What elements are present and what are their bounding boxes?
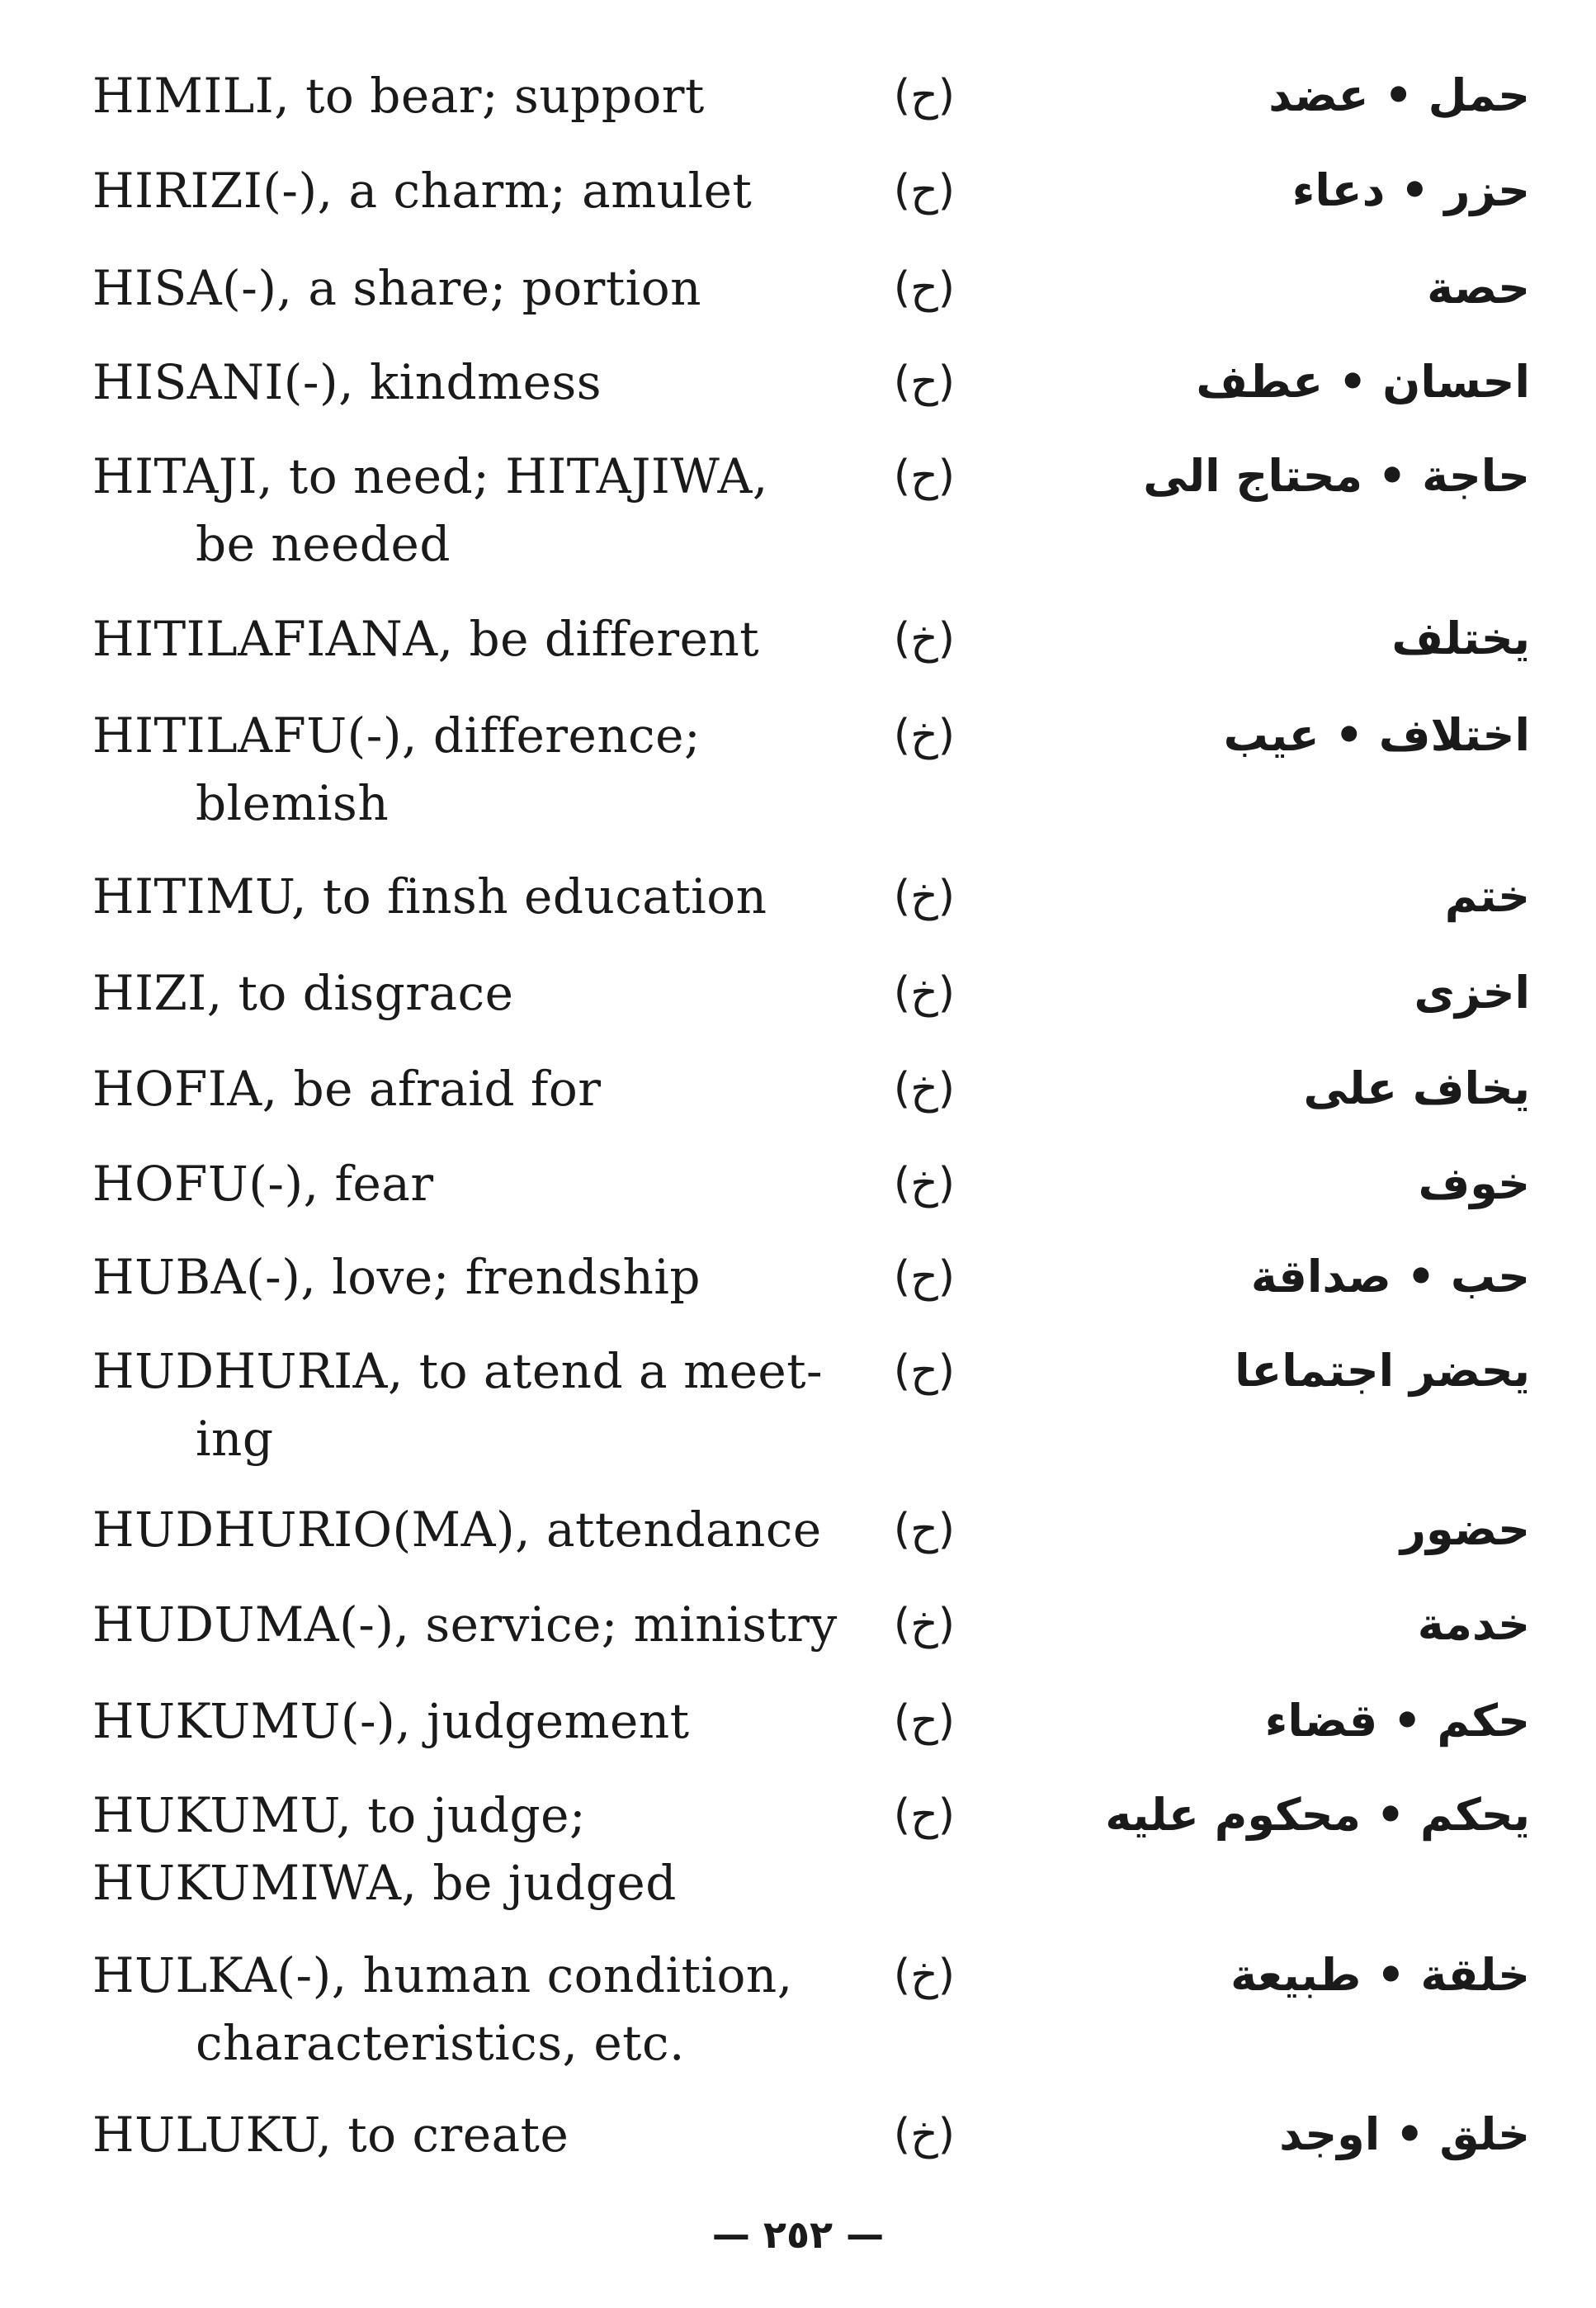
definition-line: HIMILI, to bear; support: [92, 68, 705, 124]
definition-line: HOFU(-), fear: [92, 1156, 434, 1212]
english-definition: [92, 1687, 860, 1755]
english-definition: [92, 254, 860, 322]
arabic-translation: حزر • دعاء: [1291, 164, 1530, 216]
origin-mark: (خ): [893, 1064, 956, 1114]
english-definition: [92, 1150, 860, 1218]
arabic-translation: ختم: [1444, 870, 1530, 922]
english-definition: [92, 348, 860, 416]
definition-line: HUDUMA(-), service; ministry: [92, 1596, 838, 1653]
definition-line: HUBA(-), love; frendship: [92, 1249, 701, 1305]
origin-mark: (خ): [893, 711, 956, 760]
arabic-translation: يحكم • محكوم عليه: [1105, 1789, 1530, 1841]
arabic-translation: خلق • اوجد: [1279, 2108, 1530, 2160]
origin-mark: (ح): [893, 1696, 956, 1746]
origin-mark: (خ): [893, 2110, 956, 2159]
origin-mark: (خ): [893, 614, 956, 664]
definition-line: HUKUMU, to judge;: [92, 1787, 587, 1843]
definition-line: HUKUMIWA, be judged: [92, 1855, 677, 1911]
origin-mark: (خ): [893, 968, 956, 1018]
origin-mark: (خ): [893, 872, 956, 921]
arabic-translation: حاجة • محتاج الى: [1143, 450, 1530, 502]
arabic-translation: حب • صداقة: [1250, 1251, 1530, 1303]
definition-line: HITIMU, to finsh education: [92, 868, 767, 925]
english-definition: [92, 1337, 860, 1473]
page-number: — ٢٥٢ —: [711, 2212, 885, 2257]
definition-line: blemish: [196, 775, 390, 831]
english-definition: [92, 702, 860, 837]
origin-mark: (خ): [893, 1951, 956, 2000]
definition-line: HOFIA, be afraid for: [92, 1061, 602, 1117]
definition-line: ing: [196, 1411, 274, 1467]
definition-line: HITAJI, to need; HITAJIWA,: [92, 448, 768, 504]
definition-line: HITILAFU(-), difference;: [92, 707, 701, 764]
english-definition: [92, 959, 860, 1027]
definition-line: HULKA(-), human condition,: [92, 1947, 793, 2003]
definition-line: HISANI(-), kindmess: [92, 354, 602, 410]
definition-line: HISA(-), a share; portion: [92, 260, 701, 316]
english-definition: [92, 863, 860, 930]
origin-mark: (ح): [893, 1790, 956, 1840]
arabic-translation: يخاف على: [1303, 1062, 1530, 1114]
arabic-translation: اختلاف • عيب: [1223, 709, 1530, 761]
arabic-translation: احسان • عطف: [1196, 356, 1530, 408]
origin-mark: (ح): [893, 71, 956, 121]
english-definition: [92, 157, 860, 225]
definition-line: HIZI, to disgrace: [92, 965, 514, 1021]
origin-mark: (ح): [893, 452, 956, 501]
arabic-translation: خدمة: [1417, 1598, 1530, 1650]
origin-mark: (ح): [893, 357, 956, 407]
english-definition: [92, 1941, 860, 2077]
english-definition: [92, 62, 860, 130]
definition-line: HIRIZI(-), a charm; amulet: [92, 163, 753, 219]
english-definition: [92, 1055, 860, 1123]
english-definition: [92, 1243, 860, 1311]
origin-mark: (ح): [893, 1252, 956, 1302]
arabic-translation: يحضر اجتماعا: [1235, 1345, 1530, 1397]
definition-line: HUKUMU(-), judgement: [92, 1693, 690, 1749]
arabic-translation: اخزى: [1414, 967, 1530, 1019]
english-definition: [92, 1591, 860, 1658]
arabic-translation: حصة: [1427, 262, 1530, 314]
arabic-translation: حكم • قضاء: [1264, 1695, 1530, 1747]
origin-mark: (ح): [893, 263, 956, 313]
arabic-translation: حضور: [1400, 1503, 1530, 1555]
arabic-translation: خوف: [1418, 1157, 1530, 1209]
origin-mark: (ح): [893, 1346, 956, 1396]
arabic-translation: حمل • عضد: [1268, 69, 1530, 121]
english-definition: [92, 605, 860, 673]
arabic-translation: خلقة • طبيعة: [1230, 1949, 1530, 2001]
english-definition: [92, 1781, 860, 1917]
english-definition: [92, 2101, 860, 2168]
origin-mark: (خ): [893, 1159, 956, 1208]
definition-line: characteristics, etc.: [196, 2015, 685, 2071]
definition-line: HUDHURIO(MA), attendance: [92, 1502, 822, 1558]
definition-line: be needed: [196, 516, 451, 572]
definition-line: HUDHURIA, to atend a meet-: [92, 1343, 824, 1399]
definition-line: HITILAFIANA, be different: [92, 611, 760, 667]
english-definition: [92, 442, 860, 578]
english-definition: [92, 1496, 860, 1563]
origin-mark: (ح): [893, 166, 956, 215]
definition-line: HULUKU, to create: [92, 2107, 569, 2163]
origin-mark: (ح): [893, 1505, 956, 1554]
origin-mark: (خ): [893, 1600, 956, 1649]
arabic-translation: يختلف: [1391, 612, 1530, 664]
